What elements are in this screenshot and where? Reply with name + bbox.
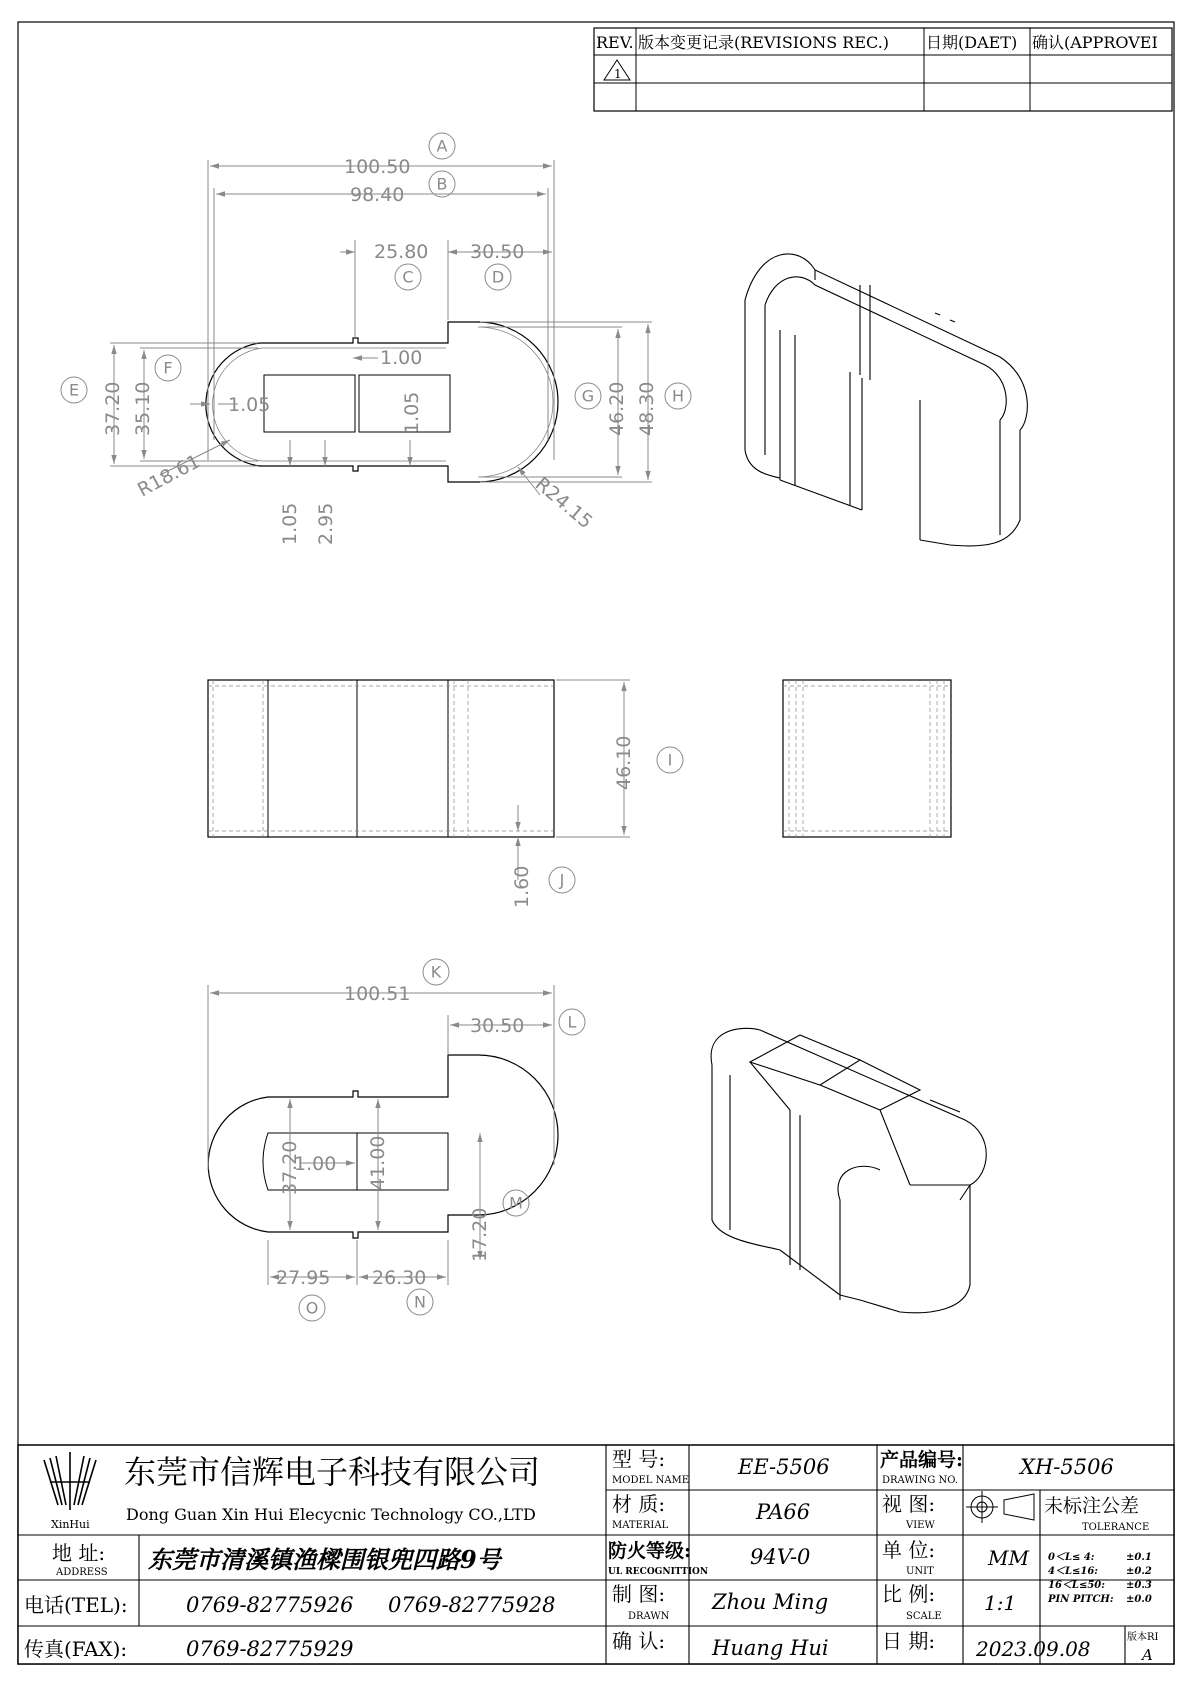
revisions-header: 版本变更记录(REVISIONS REC.) (638, 33, 890, 52)
revision-number: 1 (614, 67, 622, 81)
tel-2: 0769-82775928 (388, 1593, 556, 1617)
fire-label: 防火等级: (608, 1540, 692, 1562)
tolerance-label-en: TOLERANCE (1082, 1522, 1150, 1533)
rev-header: REV. (596, 33, 634, 52)
dim-f-value: 35.10 (132, 381, 154, 436)
product-value: XH-5506 (1020, 1455, 1114, 1479)
address-label: 地 址: (52, 1541, 106, 1565)
dim-inner-height-value: 37.20 (279, 1140, 301, 1195)
label-l: L (567, 1012, 577, 1032)
label-d: D (491, 267, 505, 287)
date-header: 日期(DAET) (926, 33, 1018, 52)
title-block (18, 1445, 1174, 1664)
label-g: G (581, 386, 595, 406)
side-view (783, 680, 951, 837)
label-n: N (414, 1292, 426, 1312)
label-o: O (305, 1298, 319, 1318)
dim-d-value: 30.50 (470, 241, 525, 263)
dim-n-value: 26.30 (372, 1267, 427, 1289)
dim-h-value: 48.30 (636, 381, 658, 436)
product-label-en: DRAWING NO. (882, 1475, 959, 1486)
dim-g-value: 46.20 (606, 381, 628, 436)
label-a: A (436, 136, 448, 156)
dim-inner-right-value: 41.00 (367, 1135, 389, 1190)
front-view (208, 680, 683, 908)
bottom-view (208, 959, 585, 1321)
sheet-border (18, 22, 1174, 1664)
tolerance-range-0: 0＜L≤ 4: (1048, 1552, 1095, 1563)
fire-label-en: UL RECOGNITTION (608, 1567, 709, 1577)
label-c: C (402, 267, 414, 287)
view-label: 视 图: (882, 1492, 936, 1516)
tel-label: 电话(TEL): (24, 1593, 128, 1617)
model-label-en: MODEL NAME (612, 1475, 690, 1486)
material-value: PA66 (756, 1500, 811, 1524)
approve-header: 确认(APPROVEI (1032, 33, 1158, 52)
view-label-en: VIEW (906, 1520, 935, 1531)
model-label: 型 号: (612, 1447, 666, 1471)
unit-value: MM (988, 1546, 1029, 1570)
dim-r-large-value: R24.15 (530, 472, 597, 534)
tolerance-range-2: 16＜L≤50: (1048, 1580, 1105, 1591)
material-label-en: MATERIAL (612, 1520, 669, 1531)
tolerance-value-0: ±0.1 (1126, 1552, 1152, 1563)
top-view (61, 133, 691, 545)
confirm-label: 确 认: (612, 1629, 666, 1653)
label-b: B (436, 174, 448, 194)
top-cavity-left (264, 375, 355, 432)
company-name-en: Dong Guan Xin Hui Elecycnic Technology CO.,LTD (126, 1505, 536, 1524)
dim-b-value: 98.40 (350, 184, 405, 206)
product-label: 产品编号: (880, 1449, 964, 1471)
dim-a-value: 100.50 (344, 156, 411, 178)
scale-label-en: SCALE (906, 1611, 942, 1622)
drawn-value: Zhou Ming (712, 1590, 829, 1614)
date-value: 2023.09.08 (976, 1637, 1091, 1661)
version-label: 版本RI (1127, 1632, 1159, 1643)
scale-label: 比 例: (882, 1582, 936, 1606)
dim-l-value: 30.50 (470, 1015, 525, 1037)
unit-label: 单 位: (882, 1538, 936, 1562)
revisions-table (594, 28, 1172, 111)
tolerance-value-1: ±0.2 (1126, 1566, 1152, 1577)
label-h: H (671, 386, 685, 406)
dim-i-value: 46.10 (613, 735, 635, 790)
confirm-value: Huang Hui (712, 1636, 829, 1660)
address-value: 东莞市清溪镇渔樑围银兜四路9号 (148, 1545, 501, 1574)
dim-inner-gap-value: 1.00 (294, 1153, 337, 1175)
fax-label: 传真(FAX): (24, 1637, 128, 1661)
dim-bottom-1-value: 1.05 (279, 502, 301, 545)
isometric-view-top (745, 254, 1027, 546)
material-label: 材 质: (612, 1492, 666, 1516)
dim-wall-mid-value: 1.05 (401, 391, 423, 434)
logo-text: XinHui (51, 1518, 90, 1531)
dim-wall-left-value: 1.05 (228, 394, 271, 416)
date-label: 日 期: (882, 1629, 936, 1653)
label-j: J (559, 870, 565, 890)
drawn-label-en: DRAWN (628, 1611, 670, 1622)
label-m: M (509, 1193, 523, 1213)
address-label-en: ADDRESS (56, 1567, 108, 1578)
dim-slot-value: 1.00 (380, 347, 423, 369)
company-name-cn: 东莞市信辉电子科技有限公司 (124, 1453, 541, 1491)
tolerance-value-2: ±0.3 (1126, 1580, 1152, 1591)
label-e: E (68, 380, 80, 400)
version-value: A (1142, 1646, 1153, 1664)
tolerance-value-3: ±0.0 (1126, 1594, 1152, 1605)
dim-c-value: 25.80 (374, 241, 429, 263)
tolerance-range-1: 4＜L≤16: (1048, 1566, 1098, 1577)
label-k: K (430, 962, 442, 982)
drawn-label: 制 图: (612, 1582, 666, 1606)
tel-1: 0769-82775926 (186, 1593, 354, 1617)
dim-j-value: 1.60 (511, 865, 533, 908)
fire-value: 94V-0 (750, 1545, 811, 1569)
dim-bottom-2-value: 2.95 (315, 502, 337, 545)
scale-value: 1:1 (984, 1591, 1017, 1615)
label-i: I (667, 750, 673, 770)
label-f: F (163, 358, 173, 378)
tolerance-range-3: PIN PITCH: (1048, 1594, 1114, 1605)
dim-k-value: 100.51 (344, 983, 411, 1005)
model-value: EE-5506 (738, 1455, 830, 1479)
tolerance-title: 未标注公差 (1044, 1495, 1140, 1517)
isometric-view-bottom (711, 1028, 986, 1312)
dim-o-value: 27.95 (276, 1267, 331, 1289)
fax-value: 0769-82775929 (186, 1637, 354, 1661)
unit-label-en: UNIT (906, 1566, 934, 1577)
dim-r-small-value: R18.61 (134, 450, 205, 502)
dim-e-value: 37.20 (102, 381, 124, 436)
dim-m-value: 17.20 (469, 1207, 491, 1262)
